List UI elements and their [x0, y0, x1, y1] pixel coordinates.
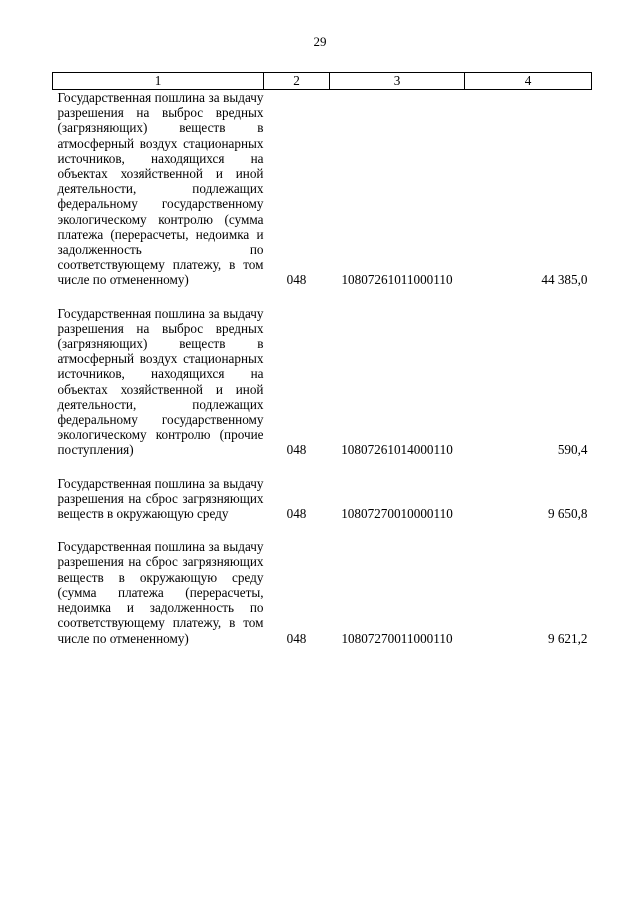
table-row	[53, 306, 592, 458]
admin-code-cell: 048	[286, 272, 307, 288]
revenue-name-cell: Государственная пошлина за выдачу разрешения на выброс вредных (загрязняющих) веществ в атмосферный воздух стационарных источников, находящихся на объектах хозяйственной и иной деятельности, подлежащих федеральному государственному экологическому контролю (прочие поступления)	[57, 305, 264, 458]
amount-cell: 590,4	[557, 442, 588, 458]
revenue-name-cell: Государственная пошлина за выдачу разрешения на выброс вредных (загрязняющих) веществ в атмосферный воздух стационарных источников, находящихся на объектах хозяйственной и иной деятельности, подлежащих федеральному государственному экологическому контролю (сумма платежа (перерасчеты, недоимка и задолженность по соответствующему платежу, в том числе по отмененному)	[57, 90, 264, 288]
admin-code-cell: 048	[286, 506, 307, 522]
column-number-header-row	[53, 73, 592, 90]
page-number: 29	[313, 34, 327, 49]
kbk-code-cell: 10807261011000110	[341, 272, 453, 288]
kbk-code-cell: 10807261014000110	[341, 442, 453, 458]
kbk-code-cell: 10807270011000110	[341, 630, 453, 646]
column-header-4: 4	[465, 73, 592, 90]
table-row	[53, 539, 592, 645]
table-row	[53, 476, 592, 522]
amount-cell: 44 385,0	[541, 272, 588, 288]
column-header-2: 2	[264, 73, 330, 90]
amount-cell: 9 650,8	[547, 506, 588, 522]
amount-cell: 9 621,2	[547, 630, 588, 646]
kbk-code-cell: 10807270010000110	[341, 506, 453, 522]
table-row	[53, 90, 592, 288]
row-spacer	[53, 288, 592, 306]
column-header-1: 1	[53, 73, 264, 90]
revenue-name-cell: Государственная пошлина за выдачу разрешения на сброс загрязняющих веществ в окружающую среду (сумма платежа (перерасчеты, недоимка и задолженность по соответствующему платежу, в том числе по отмененному)	[57, 539, 264, 646]
admin-code-cell: 048	[286, 442, 307, 458]
budget-revenue-table	[52, 72, 592, 646]
row-spacer	[53, 458, 592, 476]
revenue-name-cell: Государственная пошлина за выдачу разрешения на сброс загрязняющих веществ в окружающую среду	[57, 475, 264, 522]
admin-code-cell: 048	[286, 630, 307, 646]
row-spacer	[53, 521, 592, 539]
column-header-3: 3	[330, 73, 465, 90]
